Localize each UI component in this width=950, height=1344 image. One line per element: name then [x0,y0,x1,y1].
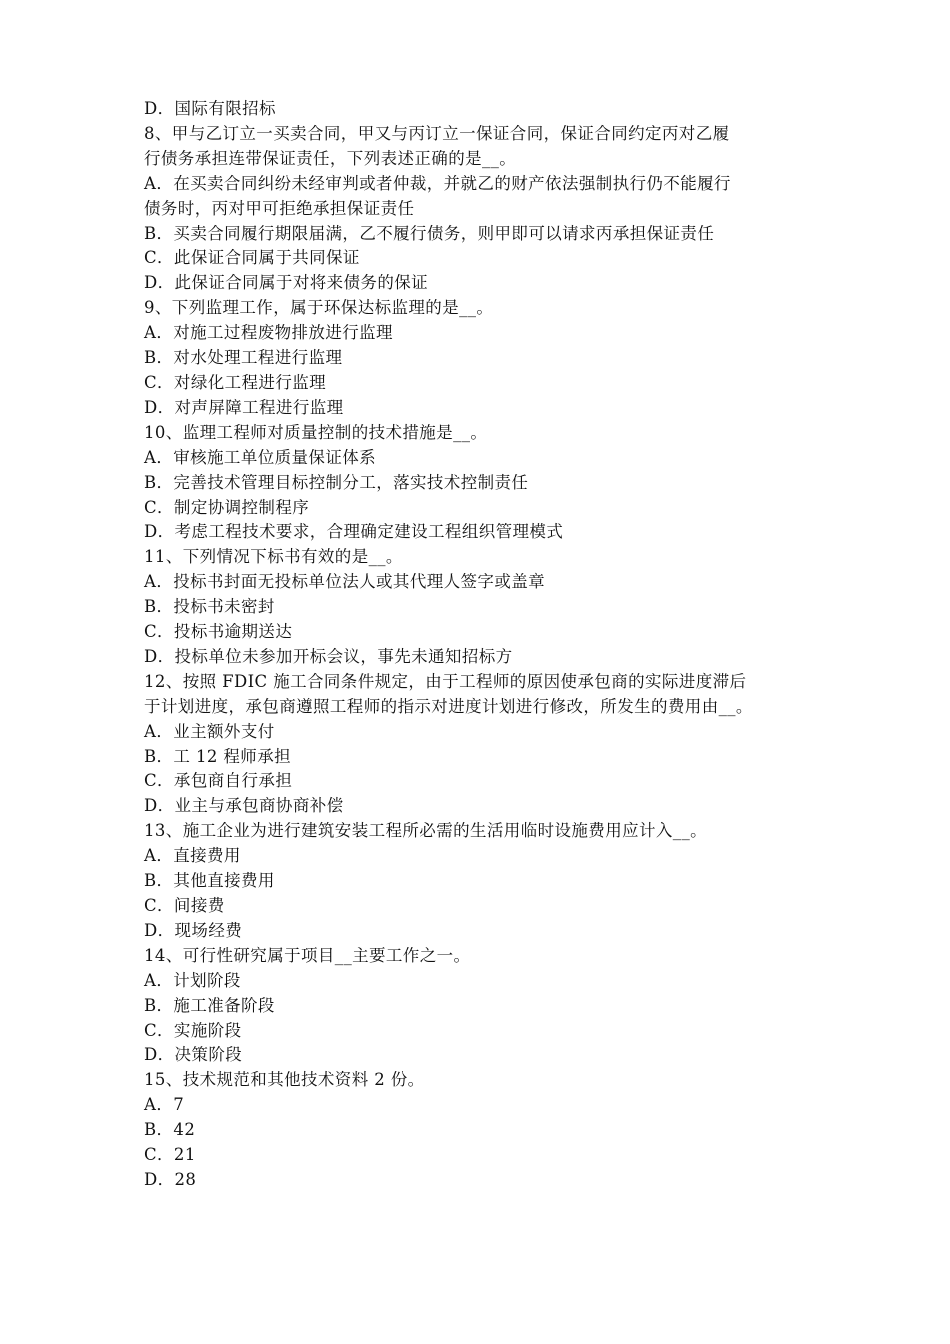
question-line: 于计划进度，承包商遵照工程师的指示对进度计划进行修改，所发生的费用由__。 [144,696,753,716]
option-line: D．28 [144,1169,197,1189]
document-body [144,97,824,1193]
option-line: 债务时，丙对甲可拒绝承担保证责任 [144,198,415,218]
option-line: D．投标单位未参加开标会议，事先未通知招标方 [144,646,513,666]
option-line: B．施工准备阶段 [144,995,275,1015]
option-line: B．工 12 程师承担 [144,746,292,766]
option-line: B．对水处理工程进行监理 [144,348,343,368]
option-line: B．买卖合同履行期限届满，乙不履行债务，则甲即可以请求丙承担保证责任 [144,223,715,243]
option-line: D．现场经费 [144,920,243,940]
option-line: A．在买卖合同纠纷未经审判或者仲裁，并就乙的财产依法强制执行仍不能履行 [144,173,731,193]
option-line: D．对声屏障工程进行监理 [144,397,344,417]
option-line: C．投标书逾期送达 [144,622,293,642]
option-line: A．投标书封面无投标单位法人或其代理人签字或盖章 [144,572,546,592]
question-line: 行债务承担连带保证责任，下列表述正确的是__。 [144,148,517,168]
option-line: D．国际有限招标 [144,99,276,118]
option-line: C．此保证合同属于共同保证 [144,248,360,268]
question-line: 12、按照 FDIC 施工合同条件规定，由于工程师的原因使承包商的实际进度滞后 [144,671,747,691]
option-line: A．审核施工单位质量保证体系 [144,447,377,467]
option-line: C．实施阶段 [144,1020,242,1040]
question-line: 15、技术规范和其他技术资料 2 份。 [144,1070,425,1090]
question-line: 8、甲与乙订立一买卖合同，甲又与丙订立一保证合同，保证合同约定丙对乙履 [144,123,730,143]
option-line: A．业主额外支付 [144,721,275,741]
option-line: C．间接费 [144,896,225,915]
option-line: B．投标书未密封 [144,597,275,617]
option-line: D．考虑工程技术要求，合理确定建设工程组织管理模式 [144,522,564,542]
question-line: 14、可行性研究属于项目__主要工作之一。 [144,945,471,965]
option-line: B．其他直接费用 [144,871,275,891]
option-line: A．对施工过程废物排放进行监理 [144,323,393,343]
question-line: 11、下列情况下标书有效的是__。 [144,547,403,567]
option-line: D．此保证合同属于对将来债务的保证 [144,273,429,293]
option-line: A．计划阶段 [144,970,241,990]
option-line: C．21 [144,1145,196,1165]
option-line: D．决策阶段 [144,1045,243,1065]
question-line: 9、下列监理工作，属于环保达标监理的是__。 [144,298,494,318]
option-line: C．承包商自行承担 [144,771,293,791]
option-line: A．直接费用 [144,846,241,866]
question-line: 10、监理工程师对质量控制的技术措施是__。 [144,422,488,442]
option-line: C．制定协调控制程序 [144,497,310,517]
option-line: D．业主与承包商协商补偿 [144,796,344,816]
option-line: C．对绿化工程进行监理 [144,372,327,392]
option-line: A．7 [144,1095,185,1115]
question-line: 13、施工企业为进行建筑安装工程所必需的生活用临时设施费用应计入__。 [144,821,707,841]
option-line: B．42 [144,1120,196,1140]
option-line: B．完善技术管理目标控制分工，落实技术控制责任 [144,472,529,492]
